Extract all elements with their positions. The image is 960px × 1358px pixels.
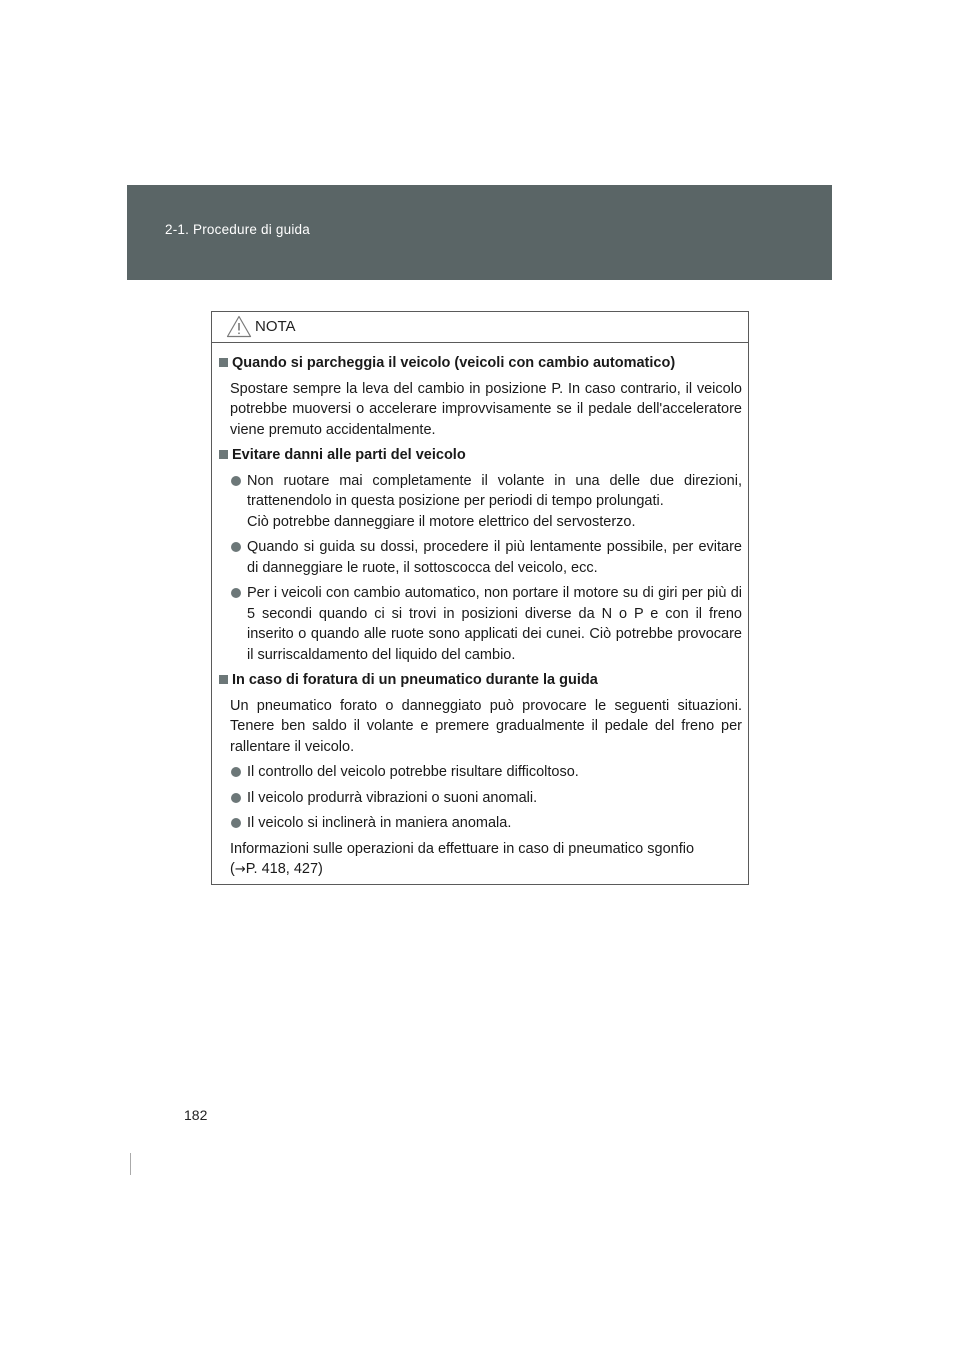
round-bullet-icon — [231, 767, 241, 777]
notice-body — [212, 343, 748, 881]
round-bullet-icon — [231, 793, 241, 803]
section-heading: Evitare danni alle parti del veicolo — [218, 445, 742, 466]
list-item: Per i veicoli con cambio automatico, non portare il motore su di giri per più di 5 secondi quando ci si trovi in posizioni diverse da N o P e con il freno inserito o quando alle ruote sono applicati dei cunei. Ciò potrebbe provocare il surriscaldamento del liquido del cambio. — [230, 583, 742, 665]
list-item: Quando si guida su dossi, procedere il più lentamente possibile, per evitare di danneggiare le ruote, il sottoscocca del veicolo, ecc. — [230, 537, 742, 578]
section-heading: In caso di foratura di un pneumatico durante la guida — [218, 670, 742, 691]
list-item: Il controllo del veicolo potrebbe risultare difficoltoso. — [230, 762, 742, 783]
paragraph: Un pneumatico forato o danneggiato può provocare le seguenti situazioni. Tenere ben saldo il volante e premere gradualmente il pedale del freno per rallentare il veicolo. — [230, 697, 742, 755]
page-number: 182 — [184, 1107, 208, 1123]
list-item: Il veicolo si inclinerà in maniera anomala. — [230, 813, 742, 834]
paragraph: Spostare sempre la leva del cambio in posizione P. In caso contrario, il veicolo potrebbe muoversi o accelerare improvvisamente se il pedale dell'acceleratore viene premuto accidentalmente. — [230, 380, 742, 438]
section-header — [127, 185, 832, 280]
notice-label: NOTA — [255, 318, 296, 335]
list-item: Non ruotare mai completamente il volante in una delle due direzioni, trattenendolo in questa posizione per periodi di tempo prolungati. Ciò potrebbe danneggiare il motore elettrico del servosterzo. — [230, 471, 742, 533]
margin-mark — [130, 1153, 131, 1175]
round-bullet-icon — [231, 542, 241, 552]
warning-triangle-icon — [226, 315, 252, 338]
square-bullet-icon — [219, 358, 228, 367]
square-bullet-icon — [219, 450, 228, 459]
round-bullet-icon — [231, 476, 241, 486]
section-heading: Quando si parcheggia il veicolo (veicoli con cambio automatico) — [218, 353, 742, 374]
round-bullet-icon — [231, 818, 241, 828]
page-reference: P. 418, 427) — [245, 861, 323, 877]
arrow-right-icon: → — [234, 862, 246, 877]
round-bullet-icon — [231, 588, 241, 598]
section-title: 2-1. Procedure di guida — [165, 222, 310, 237]
closing-paragraph: Informazioni sulle operazioni da effettuare in caso di pneumatico sgonfio (→P. 418, 427) — [230, 840, 695, 877]
list-item: Il veicolo produrrà vibrazioni o suoni anomali. — [230, 788, 742, 809]
square-bullet-icon — [219, 675, 228, 684]
notice-box — [211, 311, 749, 885]
notice-header — [212, 312, 748, 343]
